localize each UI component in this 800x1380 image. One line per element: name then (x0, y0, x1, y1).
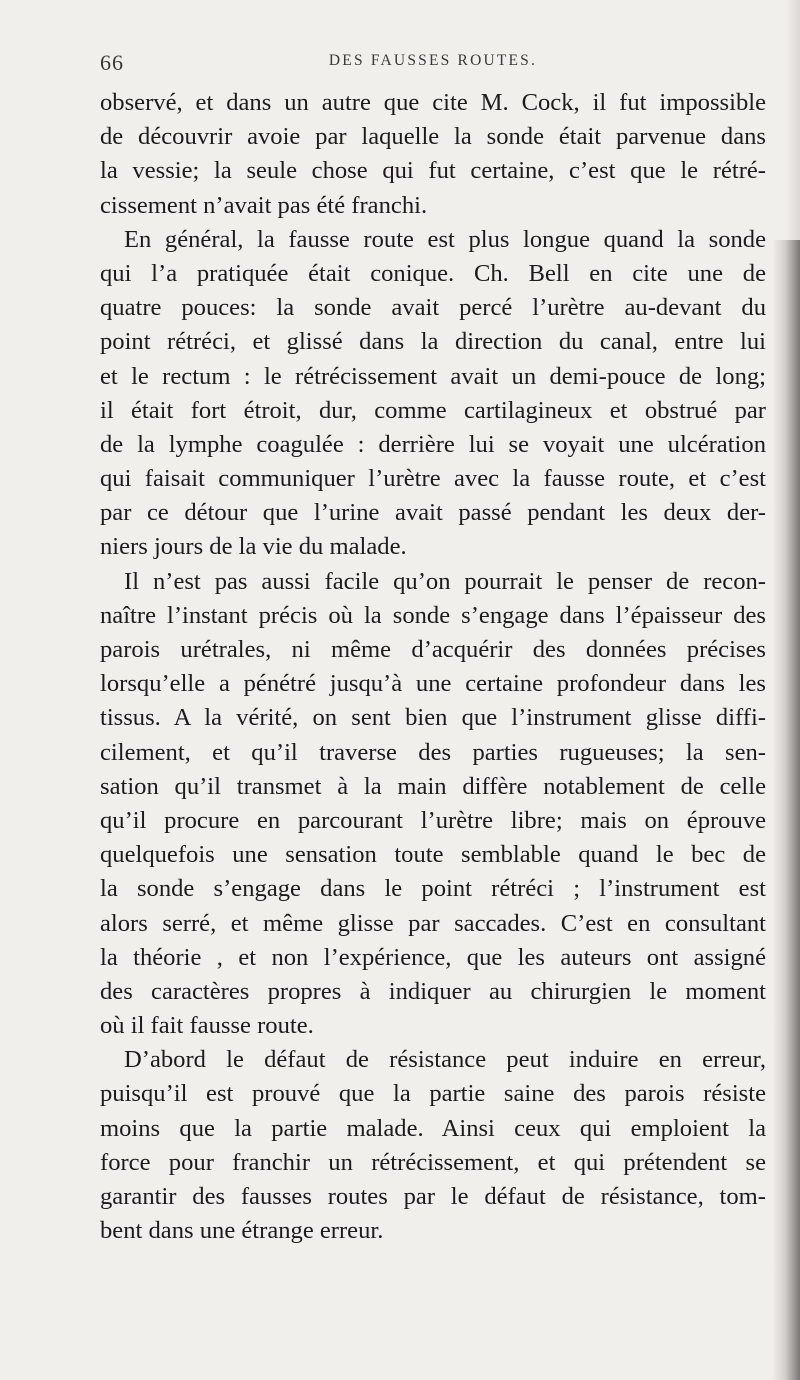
text-line: observé, et dans un autre que cite M. Cock, il fut impossible (100, 89, 766, 116)
text-line: lorsqu’elle a pénétré jusqu’à une certaine profondeur dans les (100, 670, 766, 698)
text-line: parois urétrales, ni même d’acquérir des données précises (100, 636, 766, 663)
text-line: où il fait fausse route. (100, 1012, 314, 1040)
page-edge-shadow-top (786, 0, 800, 240)
text-line: qu’il procure en parcourant l’urètre libre; mais on éprouve (100, 806, 766, 834)
text-line: la sonde s’engage dans le point rétréci ; l’instrument est (100, 875, 766, 903)
text-line: et le rectum : le rétrécissement avait un demi-pouce de long; (100, 362, 766, 390)
text-line: qui l’a pratiquée était conique. Ch. Bell en cite une de (100, 259, 766, 287)
running-title: DES FAUSSES ROUTES. (328, 52, 538, 69)
text-line: la théorie , et non l’expérience, que les auteurs ont assigné (100, 943, 766, 971)
text-line: Il n’est pas aussi facile qu’on pourrait le penser de recon- (124, 567, 766, 595)
text-line: moins que la partie malade. Ainsi ceux qui emploient la (100, 1114, 766, 1142)
text-line: qui faisait communiquer l’urètre avec la fausse route, et c’est (100, 465, 766, 493)
text-line: alors serré, et même glisse par saccades. C’est en consultant (100, 909, 766, 937)
text-line: puisqu’il est prouvé que la partie saine des parois résiste (100, 1080, 766, 1108)
text-line: tissus. A la vérité, on sent bien que l’instrument glisse diffi- (100, 704, 766, 732)
body-text (100, 86, 766, 1248)
text-line: cilement, et qu’il traverse des parties rugueuses; la sen- (100, 738, 766, 766)
text-line: la vessie; la seule chose qui fut certaine, c’est que le rétré- (100, 157, 766, 185)
text-line: quelquefois une sensation toute semblable quand le bec de (100, 841, 766, 869)
text-line: des caractères propres à indiquer au chirurgien le moment (100, 977, 766, 1005)
page-edge-shadow (772, 240, 800, 1380)
text-line: niers jours de la vie du malade. (100, 533, 407, 561)
text-line: de la lymphe coagulée : derrière lui se voyait une ulcération (100, 430, 766, 458)
text-line: D’abord le défaut de résistance peut induire en erreur, (124, 1046, 766, 1074)
page-header (100, 50, 766, 80)
text-line: sation qu’il transmet à la main diffère notablement de celle (100, 772, 766, 800)
text-line: par ce détour que l’urine avait passé pendant les deux der- (100, 499, 766, 527)
text-line: point rétréci, et glissé dans la direction du canal, entre lui (100, 328, 766, 356)
text-line: garantir des fausses routes par le défaut de résistance, tom- (100, 1183, 766, 1210)
text-line: En général, la fausse route est plus longue quand la sonde (124, 225, 766, 253)
text-line: de découvrir avoie par laquelle la sonde était parvenue dans (100, 123, 766, 151)
text-line: il était fort étroit, dur, comme cartilagineux et obstrué par (100, 396, 766, 424)
text-line: naître l’instant précis où la sonde s’engage dans l’épaisseur des (100, 601, 766, 629)
page-number: 66 (100, 50, 124, 75)
text-line: cissement n’avait pas été franchi. (100, 191, 428, 219)
text-line: quatre pouces: la sonde avait percé l’urètre au-devant du (100, 294, 766, 322)
text-line: force pour franchir un rétrécissement, et qui prétendent se (100, 1148, 766, 1176)
text-line: bent dans une étrange erreur. (100, 1217, 384, 1245)
